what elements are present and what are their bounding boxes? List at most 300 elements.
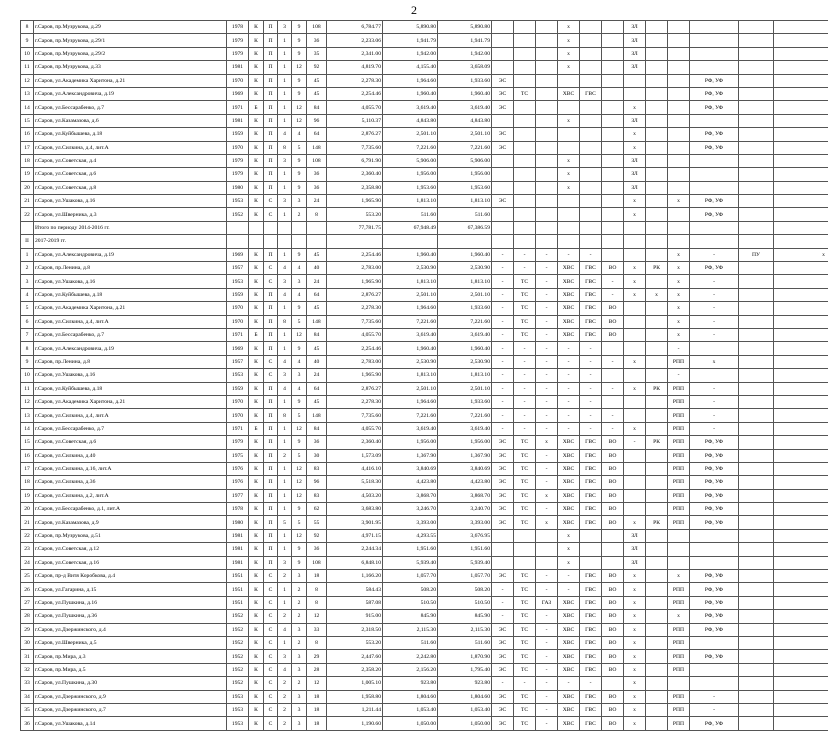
table-cell: К: [249, 114, 264, 127]
table-cell: -: [602, 382, 624, 395]
table-row: [21, 663, 828, 676]
table-cell: [774, 195, 828, 208]
table-cell: [602, 21, 624, 34]
table-cell: 1,933.60: [438, 302, 492, 315]
table-cell: [646, 87, 668, 100]
table-cell: ВО: [602, 328, 624, 341]
table-cell: К: [249, 476, 264, 489]
table-cell: ГВС: [580, 87, 602, 100]
table-cell: 1952: [227, 208, 249, 221]
table-cell: К: [249, 154, 264, 167]
table-cell: [264, 235, 278, 248]
table-cell: -: [536, 663, 558, 676]
table-cell: П: [264, 47, 278, 60]
table-cell: -: [492, 342, 514, 355]
table-cell: 35: [307, 47, 327, 60]
table-cell: 8: [278, 315, 292, 328]
table-cell: [774, 476, 828, 489]
table-cell: [690, 663, 739, 676]
table-cell: 1981: [227, 543, 249, 556]
table-cell: ЗЛ: [624, 154, 646, 167]
table-cell: 1,958.80: [327, 690, 383, 703]
table-cell: 1959: [227, 288, 249, 301]
table-cell: [492, 21, 514, 34]
table-cell: С: [264, 195, 278, 208]
table-cell: 4: [278, 128, 292, 141]
table-row: [21, 74, 828, 87]
table-cell: -: [602, 422, 624, 435]
table-cell: х: [624, 596, 646, 609]
table-cell: [580, 101, 602, 114]
table-cell: [739, 583, 774, 596]
table-cell: 2,876.27: [327, 128, 383, 141]
table-row: [21, 288, 828, 301]
table-row: [21, 409, 828, 422]
table-cell: К: [249, 663, 264, 676]
table-cell: [739, 422, 774, 435]
table-cell: РПП: [668, 382, 690, 395]
table-cell: РФ, УФ: [690, 74, 739, 87]
table-cell: г.Саров, ул.Ушакова, д.14: [34, 717, 227, 730]
table-cell: -: [690, 328, 739, 341]
table-cell: -: [536, 422, 558, 435]
table-row: [21, 87, 828, 100]
table-cell: г.Саров, пр.Музрукова, д.33: [34, 61, 227, 74]
table-cell: П: [264, 543, 278, 556]
table-cell: 1959: [227, 128, 249, 141]
table-cell: 1: [21, 248, 34, 261]
table-cell: -: [492, 369, 514, 382]
table-cell: 1,964.60: [383, 74, 438, 87]
table-cell: 14: [21, 101, 34, 114]
table-cell: ГАЗ: [536, 596, 558, 609]
table-cell: х: [624, 663, 646, 676]
table-cell: [774, 61, 828, 74]
table-cell: 3: [292, 663, 307, 676]
table-cell: 1970: [227, 74, 249, 87]
table-cell: 1,953.60: [438, 181, 492, 194]
table-cell: [602, 74, 624, 87]
table-cell: [668, 221, 690, 234]
table-row: [21, 369, 828, 382]
table-cell: 2,783.00: [327, 262, 383, 275]
table-cell: -: [492, 355, 514, 368]
table-cell: [646, 154, 668, 167]
table-cell: [514, 181, 536, 194]
table-cell: [602, 677, 624, 690]
table-cell: К: [249, 583, 264, 596]
table-cell: ХВС: [558, 436, 580, 449]
table-cell: С: [264, 717, 278, 730]
table-cell: 1978: [227, 21, 249, 34]
table-cell: [774, 141, 828, 154]
table-cell: ТС: [514, 650, 536, 663]
table-cell: 3: [292, 690, 307, 703]
table-cell: [668, 114, 690, 127]
table-cell: 1,964.60: [383, 302, 438, 315]
table-cell: -: [536, 462, 558, 475]
table-cell: [602, 556, 624, 569]
table-cell: -: [492, 262, 514, 275]
table-cell: 21: [21, 195, 34, 208]
table-cell: ХВС: [558, 503, 580, 516]
table-cell: [292, 221, 307, 234]
table-cell: -: [492, 382, 514, 395]
table-cell: П: [264, 128, 278, 141]
table-cell: -: [514, 409, 536, 422]
table-cell: 12: [292, 114, 307, 127]
table-cell: [624, 409, 646, 422]
table-cell: [646, 570, 668, 583]
table-cell: 3: [21, 275, 34, 288]
table-cell: -: [514, 262, 536, 275]
table-cell: [580, 114, 602, 127]
table-cell: ТС: [514, 596, 536, 609]
table-cell: 923.80: [438, 677, 492, 690]
table-cell: К: [249, 87, 264, 100]
table-cell: -: [536, 355, 558, 368]
table-cell: 1952: [227, 623, 249, 636]
table-cell: х: [668, 275, 690, 288]
table-cell: х: [668, 302, 690, 315]
table-cell: -: [514, 355, 536, 368]
table-cell: г.Саров, ул.Силкина, д.4, лит.А: [34, 141, 227, 154]
table-cell: г.Саров, пр-д Витя Коробкова, д.4: [34, 570, 227, 583]
table-cell: г.Саров, ул.Силкина, д.2, лит.А: [34, 489, 227, 502]
table-cell: 1: [278, 543, 292, 556]
table-cell: К: [249, 449, 264, 462]
table-cell: [668, 101, 690, 114]
table-row: [21, 128, 828, 141]
table-cell: 16: [21, 128, 34, 141]
table-cell: ХВС: [558, 516, 580, 529]
table-cell: г.Саров, ул.Дзержинского, д.9: [34, 690, 227, 703]
table-cell: ВО: [602, 610, 624, 623]
table-cell: ГВС: [580, 315, 602, 328]
table-cell: -: [536, 636, 558, 649]
table-row: [21, 489, 828, 502]
table-cell: ХВС: [558, 596, 580, 609]
table-cell: [646, 650, 668, 663]
table-cell: г.Саров, ул.Пушкина, д.30: [34, 677, 227, 690]
table-cell: -: [580, 355, 602, 368]
table-cell: -: [492, 248, 514, 261]
table-cell: [739, 369, 774, 382]
table-cell: 7,221.60: [438, 141, 492, 154]
table-cell: 510.50: [438, 596, 492, 609]
table-cell: [690, 529, 739, 542]
table-cell: К: [249, 409, 264, 422]
table-cell: П: [264, 181, 278, 194]
table-cell: 511.60: [438, 636, 492, 649]
table-cell: х: [668, 315, 690, 328]
table-cell: [514, 101, 536, 114]
table-row: [21, 543, 828, 556]
table-cell: [580, 221, 602, 234]
table-cell: 5,890.80: [383, 21, 438, 34]
table-cell: г.Саров, ул.Бессарабенко, д.7: [34, 328, 227, 341]
table-cell: [646, 395, 668, 408]
table-cell: ХВС: [558, 650, 580, 663]
table-cell: 1: [278, 302, 292, 315]
table-cell: [646, 168, 668, 181]
table-cell: 148: [307, 409, 327, 422]
table-cell: [774, 717, 828, 730]
table-cell: 15: [21, 114, 34, 127]
table-cell: [602, 181, 624, 194]
table-cell: ВО: [602, 663, 624, 676]
table-cell: РФ, УФ: [690, 476, 739, 489]
table-cell: г.Саров, ул.Казамазова, д.9: [34, 516, 227, 529]
table-cell: [774, 677, 828, 690]
table-cell: 5: [292, 315, 307, 328]
table-cell: г.Саров, пр.Музрукова, д.51: [34, 529, 227, 542]
table-cell: [668, 181, 690, 194]
table-cell: 18: [307, 570, 327, 583]
table-cell: ХВС: [558, 703, 580, 716]
table-cell: П: [264, 342, 278, 355]
table-cell: [739, 87, 774, 100]
table-cell: К: [249, 436, 264, 449]
table-cell: [774, 34, 828, 47]
table-cell: г.Саров, ул.Ушакова, д.16: [34, 275, 227, 288]
table-cell: г.Саров, ул.Шверника, д.5: [34, 636, 227, 649]
table-cell: [774, 114, 828, 127]
table-cell: [624, 315, 646, 328]
table-cell: [646, 21, 668, 34]
table-cell: 1: [278, 101, 292, 114]
table-cell: [602, 543, 624, 556]
table-cell: 12: [292, 529, 307, 542]
table-cell: К: [249, 489, 264, 502]
table-cell: -: [690, 690, 739, 703]
table-cell: г.Саров, ул.Силкина, д.4, лит.А: [34, 409, 227, 422]
table-cell: [739, 342, 774, 355]
table-cell: [668, 529, 690, 542]
table-cell: 12: [292, 489, 307, 502]
table-cell: -: [690, 315, 739, 328]
table-row: [21, 221, 828, 234]
table-cell: 1951: [227, 570, 249, 583]
table-cell: 24: [307, 275, 327, 288]
table-cell: П: [264, 302, 278, 315]
table-cell: -: [492, 302, 514, 315]
table-cell: -: [536, 476, 558, 489]
table-cell: 4: [278, 262, 292, 275]
table-cell: 1976: [227, 476, 249, 489]
table-cell: х: [668, 262, 690, 275]
table-cell: [624, 462, 646, 475]
table-cell: РК: [646, 262, 668, 275]
table-cell: ВО: [602, 703, 624, 716]
table-cell: 64: [307, 128, 327, 141]
table-cell: РФ, УФ: [690, 623, 739, 636]
table-cell: [580, 181, 602, 194]
table-cell: 7,221.60: [438, 315, 492, 328]
table-cell: [602, 114, 624, 127]
table-cell: С: [264, 663, 278, 676]
table-cell: РФ, УФ: [690, 195, 739, 208]
table-cell: [774, 583, 828, 596]
table-cell: -: [580, 248, 602, 261]
table-row: [21, 61, 828, 74]
table-cell: [739, 181, 774, 194]
table-cell: 19: [21, 168, 34, 181]
table-cell: [227, 221, 249, 234]
table-cell: 2: [278, 449, 292, 462]
table-cell: 8: [307, 596, 327, 609]
table-cell: 1,804.60: [438, 690, 492, 703]
table-cell: -: [536, 570, 558, 583]
table-cell: [602, 342, 624, 355]
table-cell: П: [264, 87, 278, 100]
table-cell: 1976: [227, 462, 249, 475]
table-cell: 4,055.70: [327, 101, 383, 114]
table-cell: К: [249, 288, 264, 301]
table-cell: РПП: [668, 395, 690, 408]
table-cell: РПП: [668, 476, 690, 489]
table-cell: 12: [292, 422, 307, 435]
table-cell: [646, 275, 668, 288]
table-cell: [739, 208, 774, 221]
table-cell: 36: [307, 168, 327, 181]
table-cell: г.Саров, ул.Гагарина, д.15: [34, 583, 227, 596]
table-cell: 3,619.40: [383, 101, 438, 114]
table-cell: [580, 128, 602, 141]
table-cell: 12: [292, 328, 307, 341]
table-cell: 36: [307, 543, 327, 556]
table-cell: [292, 235, 307, 248]
table-cell: х: [624, 677, 646, 690]
table-cell: 12: [292, 476, 307, 489]
table-cell: -: [602, 409, 624, 422]
table-cell: [668, 87, 690, 100]
table-cell: -: [536, 382, 558, 395]
table-cell: 4,503.20: [327, 489, 383, 502]
table-cell: г.Саров, ул.Советская, д.8: [34, 181, 227, 194]
table-cell: ЭС: [492, 690, 514, 703]
table-cell: 1980: [227, 516, 249, 529]
table-cell: [536, 543, 558, 556]
table-cell: ХВС: [558, 663, 580, 676]
table-cell: 9: [292, 74, 307, 87]
table-cell: 2,254.46: [327, 342, 383, 355]
table-cell: ЭС: [492, 570, 514, 583]
table-row: [21, 342, 828, 355]
table-cell: 62: [307, 503, 327, 516]
table-cell: [327, 235, 383, 248]
table-cell: -: [514, 382, 536, 395]
table-cell: 12: [21, 74, 34, 87]
table-cell: П: [264, 476, 278, 489]
table-cell: К: [249, 302, 264, 315]
table-cell: [602, 208, 624, 221]
table-cell: [646, 717, 668, 730]
table-cell: -: [492, 677, 514, 690]
table-cell: [739, 355, 774, 368]
table-cell: 2,501.10: [438, 128, 492, 141]
table-cell: [774, 449, 828, 462]
table-cell: 1: [278, 248, 292, 261]
table-cell: 26: [21, 583, 34, 596]
table-cell: [646, 128, 668, 141]
table-cell: [580, 208, 602, 221]
table-cell: 2,244.34: [327, 543, 383, 556]
table-cell: ЗЛ: [624, 556, 646, 569]
table-cell: [646, 663, 668, 676]
table-cell: г.Саров, пр.Мира, д.5: [34, 663, 227, 676]
table-cell: [774, 275, 828, 288]
table-cell: [774, 489, 828, 502]
table-cell: [690, 61, 739, 74]
table-cell: [602, 34, 624, 47]
table-cell: 1981: [227, 529, 249, 542]
table-cell: 18: [307, 703, 327, 716]
table-cell: К: [249, 208, 264, 221]
table-cell: 10: [21, 47, 34, 60]
table-cell: -: [536, 449, 558, 462]
table-cell: [580, 543, 602, 556]
table-row: [21, 596, 828, 609]
table-cell: 508.20: [383, 583, 438, 596]
table-cell: 3,240.70: [438, 503, 492, 516]
table-cell: [739, 690, 774, 703]
table-cell: [774, 235, 828, 248]
table-cell: РФ, УФ: [690, 650, 739, 663]
table-cell: [739, 623, 774, 636]
table-cell: [739, 34, 774, 47]
table-cell: 4,423.80: [438, 476, 492, 489]
table-cell: [739, 114, 774, 127]
table-cell: 510.50: [383, 596, 438, 609]
table-cell: 5: [292, 409, 307, 422]
table-cell: [602, 221, 624, 234]
table-cell: -: [690, 703, 739, 716]
table-cell: ГВС: [580, 489, 602, 502]
table-cell: ВО: [602, 516, 624, 529]
table-cell: 40: [307, 355, 327, 368]
table-cell: ЗЛ: [624, 47, 646, 60]
table-cell: 5,906.00: [438, 154, 492, 167]
table-cell: С: [264, 703, 278, 716]
table-cell: ТС: [514, 503, 536, 516]
table-row: [21, 610, 828, 623]
table-cell: ВО: [602, 302, 624, 315]
table-cell: ЭС: [492, 717, 514, 730]
table-cell: 1957: [227, 262, 249, 275]
table-cell: 2,360.40: [327, 436, 383, 449]
table-cell: П: [264, 141, 278, 154]
table-cell: [646, 556, 668, 569]
table-cell: 17: [21, 141, 34, 154]
table-cell: ХВС: [558, 262, 580, 275]
table-cell: [646, 369, 668, 382]
table-cell: х: [558, 168, 580, 181]
table-cell: [514, 21, 536, 34]
table-cell: -: [536, 315, 558, 328]
table-cell: 64: [307, 382, 327, 395]
table-cell: К: [249, 596, 264, 609]
table-cell: [249, 221, 264, 234]
table-cell: [264, 221, 278, 234]
table-cell: ЗЛ: [624, 181, 646, 194]
table-row: [21, 570, 828, 583]
table-cell: 1: [278, 208, 292, 221]
table-cell: 4: [292, 382, 307, 395]
table-cell: [690, 21, 739, 34]
table-row: [21, 34, 828, 47]
table-cell: 13: [21, 409, 34, 422]
